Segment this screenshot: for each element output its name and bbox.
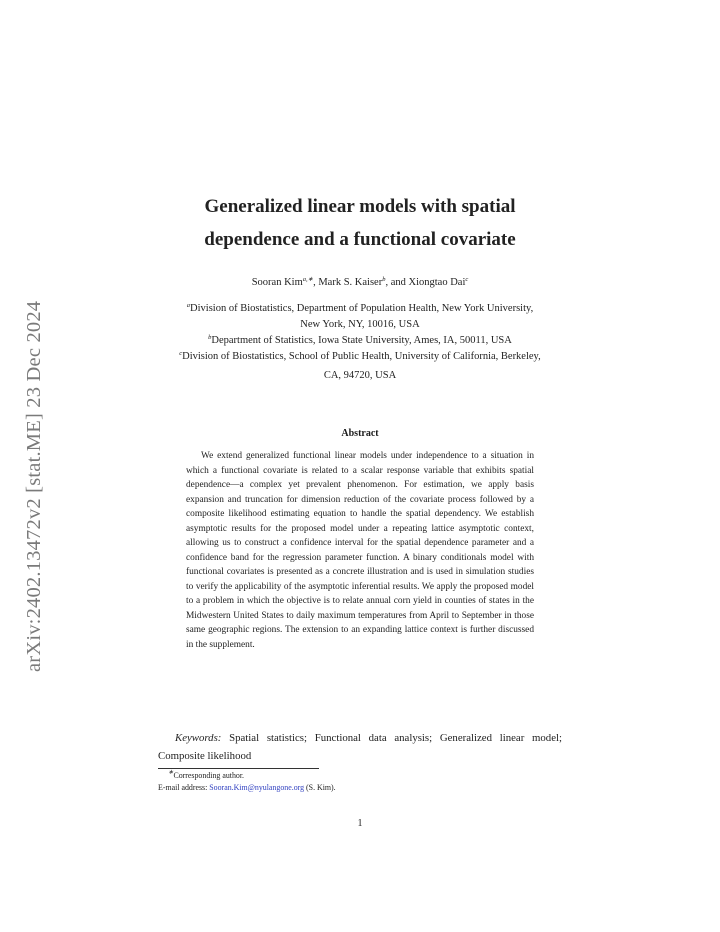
arxiv-identifier-stamp [22, 240, 46, 672]
affiliation-superscript: c [179, 350, 183, 357]
email-link[interactable]: Sooran.Kim@nyulangone.org [209, 783, 305, 792]
affiliation-text: Department of Statistics, Iowa State University, Ames, IA, 50011, USA [211, 335, 512, 346]
footnote-marker: ∗ [168, 769, 174, 776]
abstract-body: We extend generalized functional linear models under independence to a situation in which a functional covariate is related to a scalar response variable that exhibits spatial dependence—a complex yet prevalent phenomenon. For estimation, we apply basis expansion and truncation for dimension reduction of the covariate process followed by a composite likelihood estimating equation to handle the spatial dependency. We establish asymptotic results for the proposed model under a repeating lattice asymptotic context, allowing us to construct a confidence interval for the spatial dependence parameter and a confidence band for the regression parameter function. A binary conditionals model with functional covariates is presented as a concrete illustration and is used in simulation studies to verify the applicability of the asymptotic inferential results. We apply the proposed model to a problem in which the objective is to relate annual corn yield in counties of states in the Midwestern United States to daily maximum temperatures from April to September in those same geographic regions. The extension to an expanding lattice context is further discussed in the supplement. [186, 451, 534, 650]
footnote-corresponding [168, 771, 244, 780]
footnote-email [158, 783, 336, 792]
affiliation-c-line-2: CA, 94720, USA [323, 370, 397, 381]
affiliation-superscript: a [186, 302, 191, 309]
author-separator: , [313, 277, 319, 288]
author-superscript: b [382, 276, 386, 283]
email-suffix: (S. Kim). [304, 783, 336, 792]
arxiv-identifier-text: arXiv:2402.13472v2 [stat.ME] 23 Dec 2024 [23, 300, 45, 672]
author-superscript: c [465, 276, 469, 283]
title-line-2: dependence and a functional covariate [204, 229, 516, 250]
keywords-paragraph [158, 729, 562, 765]
page-number: 1 [357, 818, 363, 829]
author-separator: , and [385, 277, 409, 288]
keywords-label: Keywords: [175, 732, 222, 744]
title-line-1: Generalized linear models with spatial [204, 196, 516, 217]
affiliation-c-line-1 [150, 351, 570, 362]
affiliation-text: Division of Biostatistics, Department of Population Health, New York University, [190, 303, 534, 314]
keywords-text: Spatial statistics; Functional data analysis; Generalized linear model; Composite likelihood [158, 732, 562, 762]
author-name: Mark S. Kaiser [318, 277, 383, 288]
abstract-heading: Abstract [341, 428, 379, 439]
affiliation-a-line-1 [150, 303, 570, 314]
affiliation-text: Division of Biostatistics, School of Public Health, University of California, Berkeley, [182, 351, 541, 362]
affiliation-a-line-2: New York, NY, 10016, USA [300, 319, 420, 330]
affiliation-b [150, 335, 570, 346]
footnote-rule [158, 768, 319, 769]
footnote-corresponding-text: Corresponding author. [173, 771, 245, 780]
author-superscript: a,∗ [302, 276, 314, 283]
email-label: E-mail address: [158, 783, 210, 792]
author-name: Sooran Kim [251, 277, 303, 288]
author-list [150, 277, 570, 288]
author-name: Xiongtao Dai [408, 277, 466, 288]
affiliation-superscript: b [208, 334, 212, 341]
